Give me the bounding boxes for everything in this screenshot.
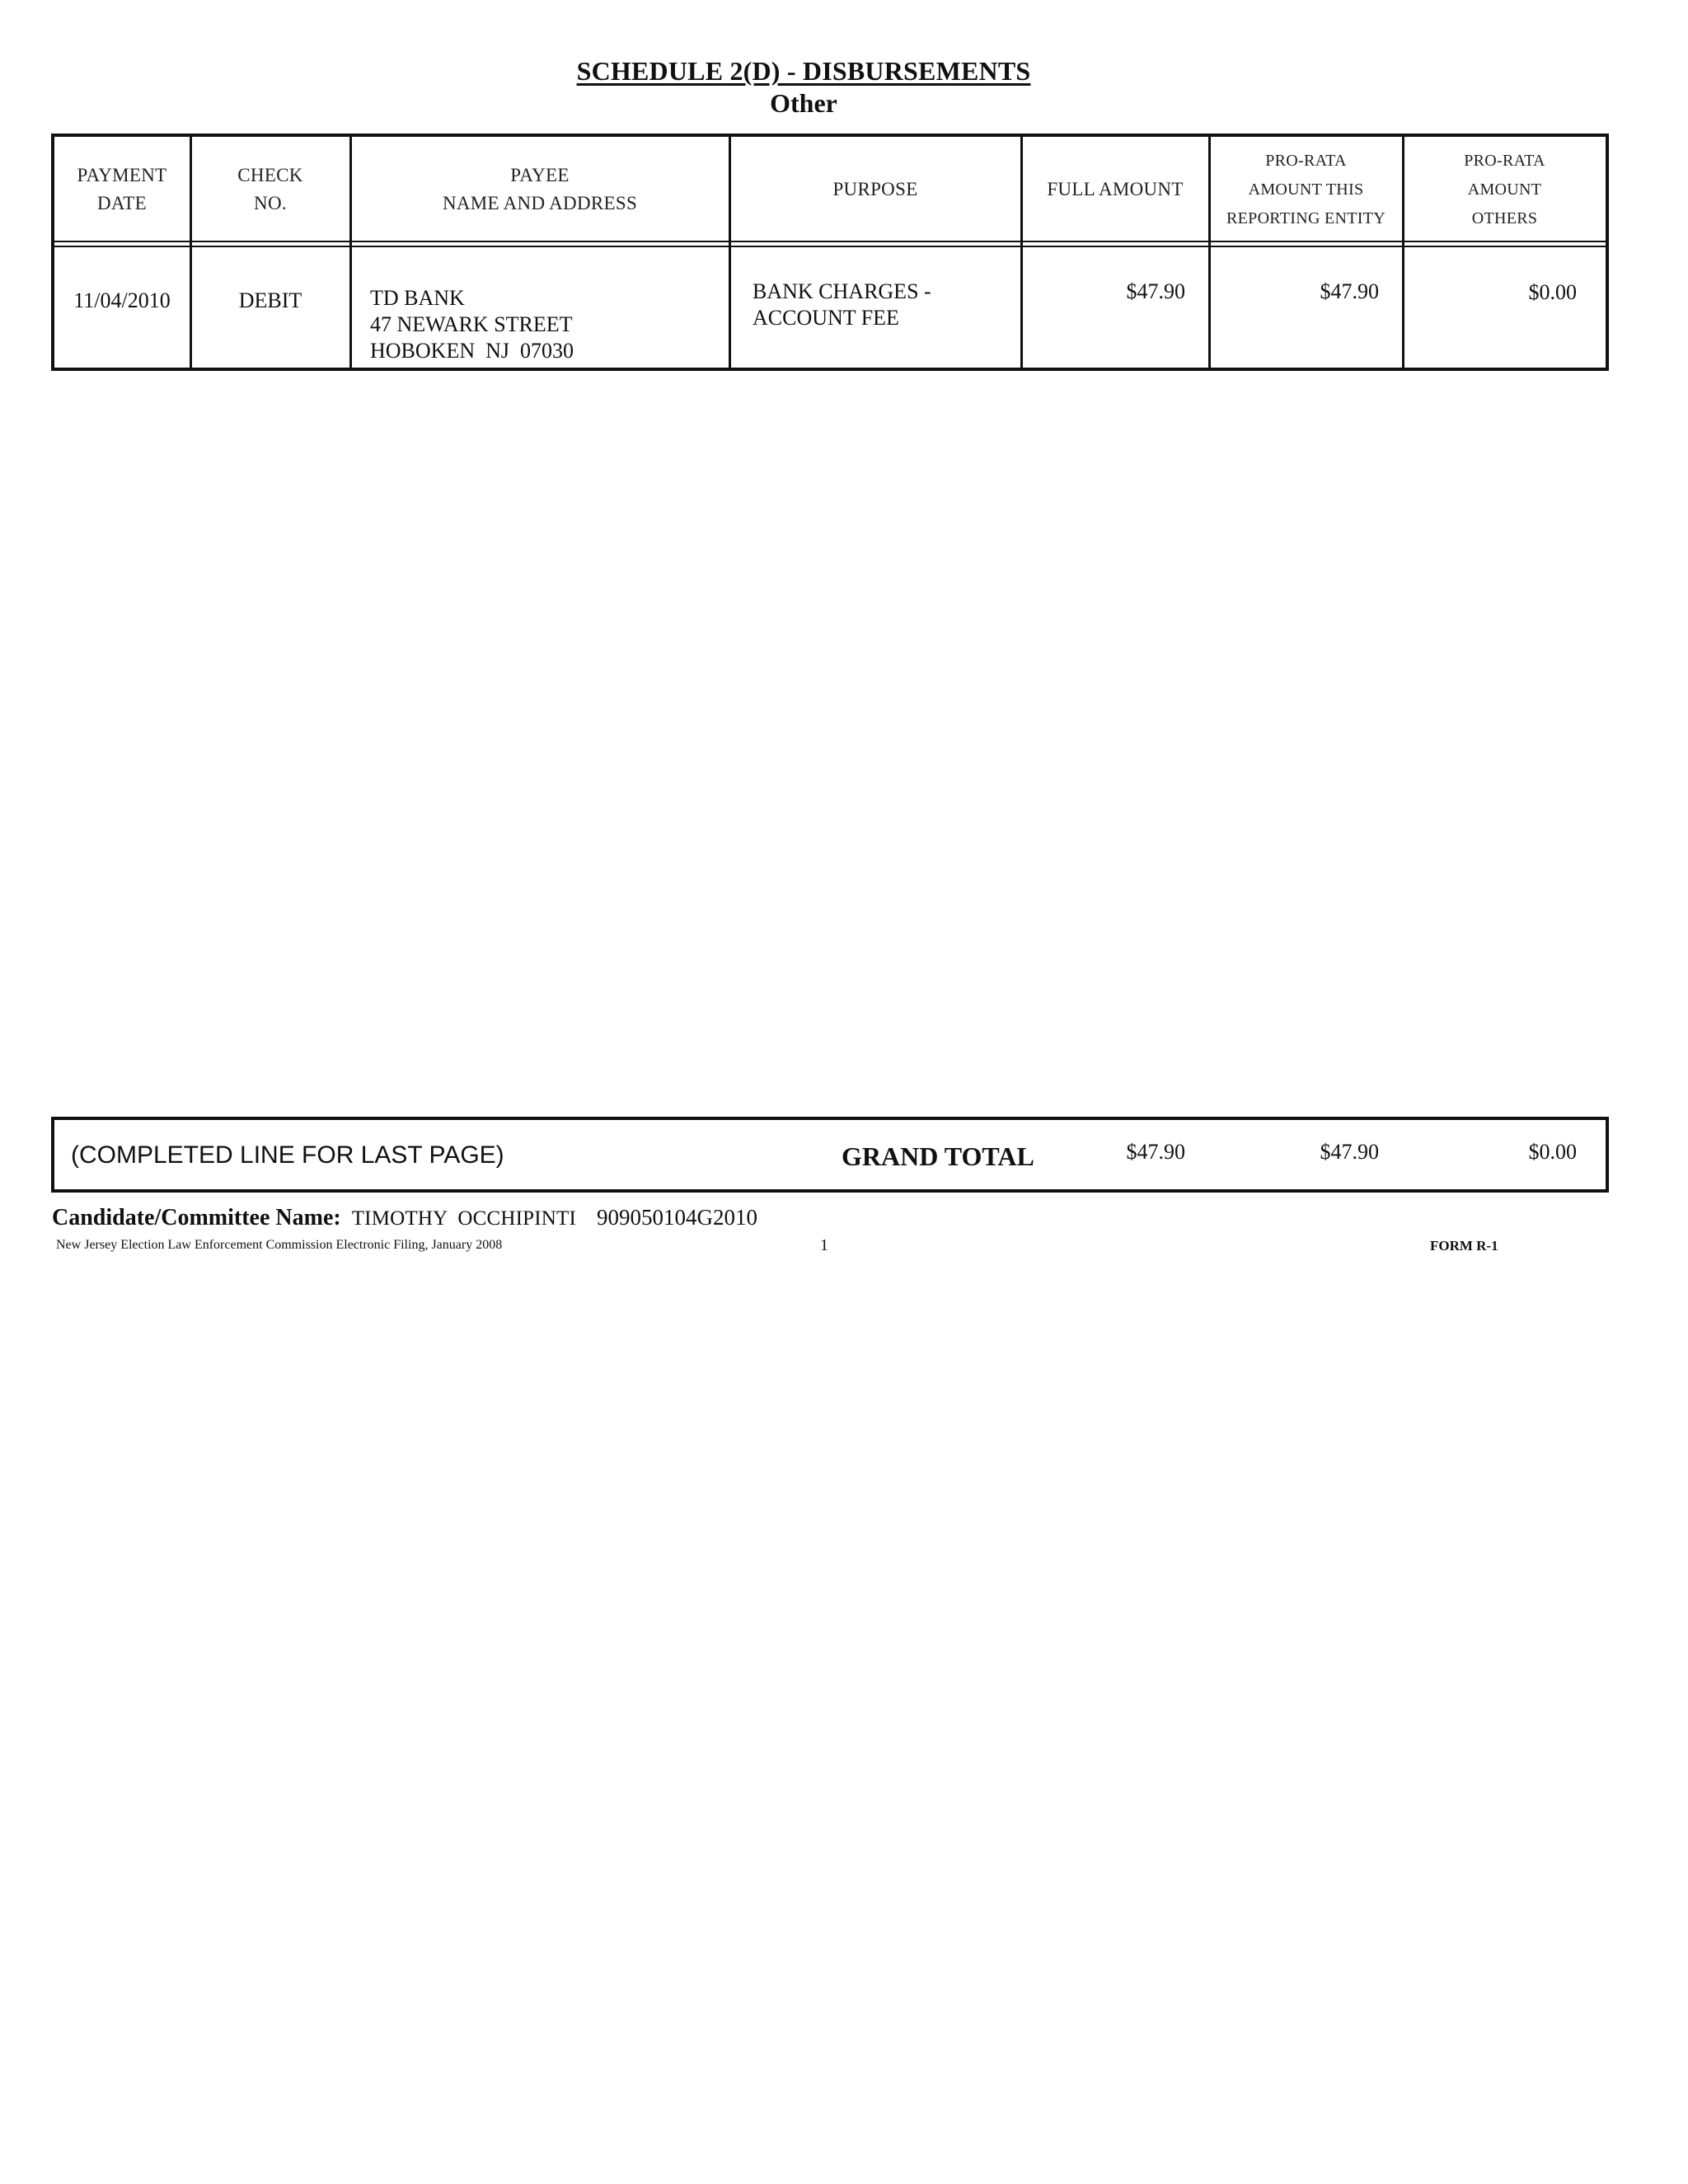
header-check-no-line1: CHECK [237, 165, 303, 185]
total-full-amount: $47.90 [1126, 1140, 1185, 1164]
header-payee [351, 137, 729, 242]
page-subtitle: Other [770, 88, 837, 118]
header-pro-rata-others-line1: PRO-RATA [1464, 151, 1545, 170]
cell-full-amount: $47.90 [1126, 279, 1185, 303]
header-pro-rata-others-line2: AMOUNT [1467, 180, 1542, 199]
grand-total-label: GRAND TOTAL [842, 1141, 1034, 1171]
purpose-line2: ACCOUNT FEE [753, 306, 899, 330]
header-pro-rata-entity-line3: REPORTING ENTITY [1226, 209, 1386, 227]
header-purpose [730, 137, 1020, 242]
header-divider-bottom [54, 246, 1606, 247]
purpose-line1: BANK CHARGES - [753, 279, 931, 303]
header-full-amount [1022, 137, 1208, 242]
grand-total-box [51, 1117, 1609, 1193]
cell-pro-rata-others: $0.00 [1528, 280, 1577, 304]
cell-payment-date: 11/04/2010 [73, 288, 171, 312]
disbursements-table [51, 134, 1609, 371]
header-payee-line1: PAYEE [510, 165, 570, 185]
title-block [0, 56, 1607, 119]
committee-line [52, 1205, 757, 1231]
total-pro-rata-entity: $47.90 [1320, 1140, 1379, 1164]
commission-footer-text: New Jersey Election Law Enforcement Commission Electronic Filing, January 2008 [56, 1238, 503, 1252]
cell-check-no: DEBIT [238, 288, 302, 312]
header-pro-rata-entity-line2: AMOUNT THIS [1248, 180, 1364, 199]
total-pro-rata-others: $0.00 [1528, 1140, 1577, 1164]
header-payment-date-line1: PAYMENT [77, 165, 167, 185]
payee-name: TD BANK [370, 286, 465, 310]
header-pro-rata-others [1404, 137, 1606, 242]
payee-city: HOBOKEN NJ 07030 [370, 339, 574, 363]
page-title: SCHEDULE 2(D) - DISBURSEMENTS [576, 56, 1031, 86]
page-number: 1 [820, 1236, 828, 1254]
header-purpose-label: PURPOSE [832, 179, 918, 199]
cell-payee [370, 285, 574, 364]
header-payment-date [54, 137, 190, 242]
completed-line-label: (COMPLETED LINE FOR LAST PAGE) [71, 1141, 504, 1169]
committee-id: 909050104G2010 [597, 1205, 757, 1230]
header-pro-rata-others-line3: OTHERS [1471, 209, 1538, 227]
form-code: FORM R-1 [1430, 1238, 1498, 1254]
header-full-amount-label: FULL AMOUNT [1047, 179, 1184, 199]
header-check-no-line2: NO. [254, 193, 287, 213]
cell-purpose [753, 279, 931, 331]
header-check-no [191, 137, 349, 242]
committee-label: Candidate/Committee Name: [52, 1205, 341, 1230]
header-payee-line2: NAME AND ADDRESS [442, 193, 638, 213]
cell-pro-rata-entity: $47.90 [1320, 279, 1379, 303]
payee-street: 47 NEWARK STREET [370, 312, 573, 336]
committee-name: TIMOTHY OCCHIPINTI [351, 1207, 576, 1230]
header-payment-date-line2: DATE [97, 193, 147, 213]
header-pro-rata-entity-line1: PRO-RATA [1265, 151, 1347, 170]
header-pro-rata-entity [1210, 137, 1402, 242]
